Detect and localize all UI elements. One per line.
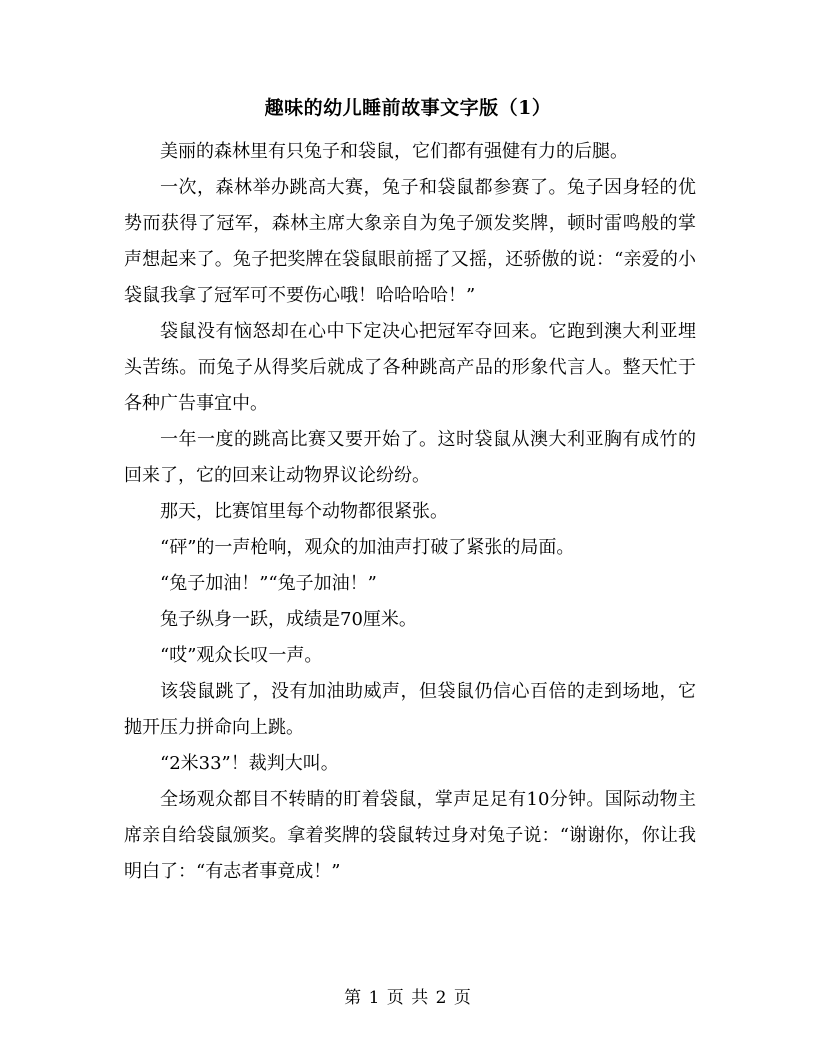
paragraph: 袋鼠没有恼怒却在心中下定决心把冠军夺回来。它跑到澳大利亚埋头苦练。而兔子从得奖后就成了各种跳高产品的形象代言人。整天忙于各种广告事宜中。 (124, 321, 696, 414)
page-number-footer: 第 1 页 共 2 页 (344, 988, 472, 1008)
paragraph: “哎”观众长叹一声。 (160, 645, 323, 666)
paragraph: 该袋鼠跳了，没有加油助威声，但袋鼠仍信心百倍的走到场地，它抛开压力拼命向上跳。 (124, 681, 696, 738)
paragraph: 那天，比赛馆里每个动物都很紧张。 (160, 501, 448, 522)
paragraph: 美丽的森林里有只兔子和袋鼠，它们都有强健有力的后腿。 (160, 141, 628, 162)
paragraph: 全场观众都目不转睛的盯着袋鼠，掌声足足有10分钟。国际动物主席亲自给袋鼠颁奖。拿着奖牌的袋鼠转过身对兔子说：“谢谢你，你让我明白了：“有志者事竟成！” (124, 789, 696, 882)
paragraph: “兔子加油！”“兔子加油！” (160, 573, 377, 594)
document-body (124, 134, 696, 890)
paragraph: 一年一度的跳高比赛又要开始了。这时袋鼠从澳大利亚胸有成竹的回来了，它的回来让动物界议论纷纷。 (124, 429, 696, 486)
paragraph: 兔子纵身一跃，成绩是70厘米。 (160, 609, 417, 630)
paragraph: “2米33”！裁判大叫。 (160, 753, 339, 774)
paragraph: 一次，森林举办跳高大赛，兔子和袋鼠都参赛了。兔子因身轻的优势而获得了冠军，森林主席大象亲自为兔子颁发奖牌，顿时雷鸣般的掌声想起来了。兔子把奖牌在袋鼠眼前摇了又摇，还骄傲的说：“亲爱的小袋鼠我拿了冠军可不要伤心哦！哈哈哈哈！” (124, 177, 696, 306)
paragraph: “砰”的一声枪响，观众的加油声打破了紧张的局面。 (160, 537, 575, 558)
document-title: 趣味的幼儿睡前故事文字版（1） (264, 97, 552, 119)
